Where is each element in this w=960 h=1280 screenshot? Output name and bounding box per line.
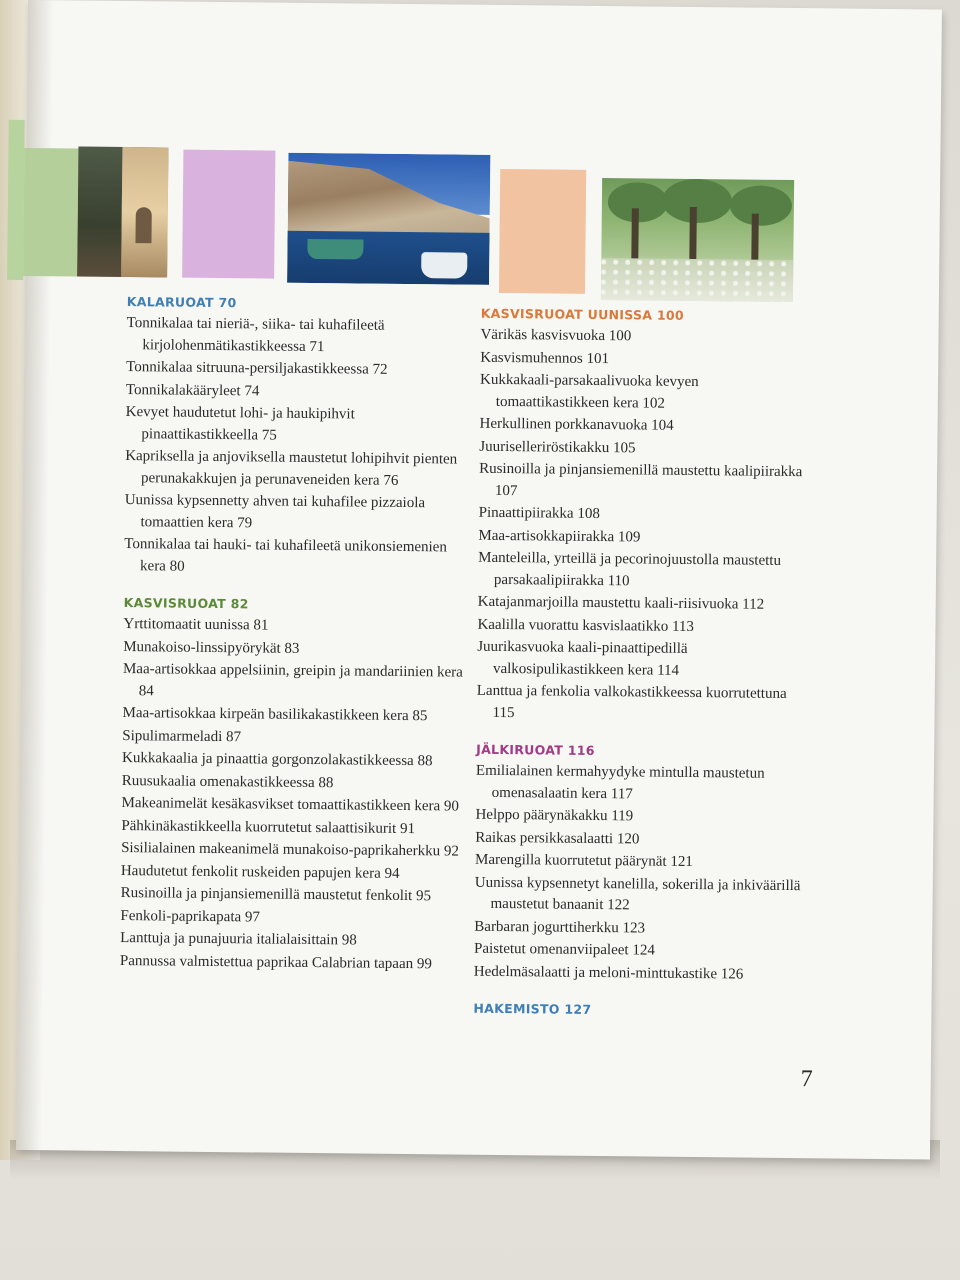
toc-entry: Haudutetut fenkolit ruskeiden papujen kera 94 bbox=[120, 862, 400, 882]
section-heading: KASVISRUOAT 82 bbox=[123, 595, 249, 612]
toc-right-column bbox=[473, 305, 811, 1038]
toc-entry: Pinaattipiirakka 108 bbox=[478, 504, 600, 523]
toc-left-column bbox=[120, 293, 467, 993]
toc-entry: Makeanimelät kesäkasvikset tomaattikastikkeen kera 90 bbox=[121, 795, 460, 815]
toc-entry: Tonnikalakääryleet 74 bbox=[125, 381, 260, 399]
toc-entry: Yrttitomaatit uunissa 81 bbox=[123, 616, 269, 634]
toc-entry: Raikas persikkasalaatti 120 bbox=[475, 829, 640, 847]
toc-entry: Sisilialainen makeanimelä munakoiso-paprikaherkku 92 bbox=[121, 840, 460, 860]
page-number: 7 bbox=[800, 1066, 813, 1093]
toc-section-dessert bbox=[474, 741, 807, 986]
toc-section-index bbox=[473, 1000, 803, 1021]
toc-entry: Helppo päärynäkakku 119 bbox=[475, 806, 634, 825]
section-heading: KALARUOAT 70 bbox=[126, 294, 237, 311]
toc-entry: Barbaran jogurttiherkku 123 bbox=[474, 918, 646, 937]
toc-entry: Värikäs kasvisvuoka 100 bbox=[480, 326, 632, 345]
toc-entry: Tonnikalaa sitruuna-persiljakastikkeessa 72 bbox=[126, 359, 388, 378]
section-heading: HAKEMISTO 127 bbox=[473, 1000, 592, 1017]
peach-color-block bbox=[499, 169, 586, 294]
toc-entry: Fenkoli-paprikapata 97 bbox=[120, 907, 261, 925]
street-photo bbox=[77, 147, 168, 278]
toc-entry: Maa-artisokkapiirakka 109 bbox=[478, 527, 641, 545]
toc-entry: Emilialainen kermahyydyke mintulla maustetun omenasalaatin kera 117 bbox=[475, 762, 765, 802]
toc-entry: Pähkinäkastikkeella kuorrutetut salaattisikurit 91 bbox=[121, 817, 416, 837]
section-heading: JÄLKIRUOAT 116 bbox=[476, 741, 595, 758]
harbor-photo bbox=[287, 153, 490, 285]
toc-entry: Pannussa valmistettua paprikaa Calabrian tapaan 99 bbox=[119, 952, 432, 972]
toc-entry: Kasvismuhennos 101 bbox=[480, 349, 610, 367]
olive-grove-photo bbox=[601, 178, 794, 302]
toc-entry: Rusinoilla ja pinjansiemenillä maustettu kaalipiirakka 107 bbox=[479, 460, 803, 499]
toc-entry: Kevyet haudutetut lohi- ja haukipihvit pinaattikastikkeella 75 bbox=[125, 404, 355, 444]
section-heading: KASVISRUOAT UUNISSA 100 bbox=[480, 305, 685, 323]
toc-entry: Ruusukaalia omenakastikkeessa 88 bbox=[121, 772, 334, 791]
green-tab-edge bbox=[7, 120, 25, 280]
toc-entry: Hedelmäsalaatti ja meloni-minttukastike 126 bbox=[473, 963, 744, 983]
toc-entry: Katajanmarjoilla maustettu kaali-riisivuoka 112 bbox=[477, 593, 765, 613]
toc-entry: Tonnikalaa tai nieriä-, siika- tai kuhafileetä kirjolohenmätikastikkeessa 71 bbox=[126, 315, 385, 355]
toc-entry: Munakoiso-linssipyörykät 83 bbox=[123, 638, 300, 657]
toc-entry: Lanttuja ja punajuuria italialaisittain 98 bbox=[120, 930, 357, 949]
toc-entry: Kukkakaalia ja pinaattia gorgonzolakastikkeessa 88 bbox=[121, 750, 433, 770]
toc-entry: Lanttua ja fenkolia valkokastikkeessa kuorrutettuna 115 bbox=[476, 682, 787, 721]
toc-entry: Sipulimarmeladi 87 bbox=[122, 727, 242, 745]
toc-entry: Kaalilla vuorattu kasvislaatikko 113 bbox=[477, 616, 695, 635]
lilac-color-block bbox=[182, 150, 275, 279]
toc-section-fish bbox=[124, 293, 467, 581]
toc-entry: Juurikasvuoka kaali-pinaattipedillä valkosipulikastikkeen kera 114 bbox=[477, 638, 688, 679]
toc-entry: Maa-artisokkaa appelsiinin, greipin ja mandariinien kera 84 bbox=[122, 661, 463, 699]
toc-entry: Paistetut omenanviipaleet 124 bbox=[474, 940, 655, 959]
toc-entry: Marengilla kuorrutetut päärynät 121 bbox=[474, 851, 693, 871]
toc-entry: Uunissa kypsennetyt kanelilla, sokerilla ja inkiväärillä maustetut banaanit 122 bbox=[474, 874, 801, 914]
toc-entry: Juuriselleriröstikakku 105 bbox=[479, 438, 636, 456]
toc-entry: Manteleilla, yrteillä ja pecorinojuustolla maustettu parsakaalipiirakka 110 bbox=[478, 549, 782, 589]
toc-entry: Kukkakaali-parsakaalivuoka kevyen tomaattikastikkeen kera 102 bbox=[479, 371, 699, 412]
toc-entry: Kapriksella ja anjoviksella maustetut lohipihvit pienten perunakakkujen ja perunaveneiden kera 76 bbox=[125, 448, 458, 489]
toc-section-oven_veg bbox=[476, 305, 810, 727]
toc-entry: Maa-artisokkaa kirpeän basilikakastikkeen kera 85 bbox=[122, 705, 428, 725]
toc-entry: Tonnikalaa tai hauki- tai kuhafileetä unikonsiemenien kera 80 bbox=[124, 536, 447, 575]
toc-section-veg bbox=[120, 594, 464, 976]
toc-entry: Rusinoilla ja pinjansiemenillä maustetut fenkolit 95 bbox=[120, 885, 432, 905]
book-page bbox=[16, 0, 942, 1160]
toc-entry: Uunissa kypsennetty ahven tai kuhafilee pizzaiola tomaattien kera 79 bbox=[124, 492, 426, 531]
toc-entry: Herkullinen porkkanavuoka 104 bbox=[479, 415, 674, 434]
